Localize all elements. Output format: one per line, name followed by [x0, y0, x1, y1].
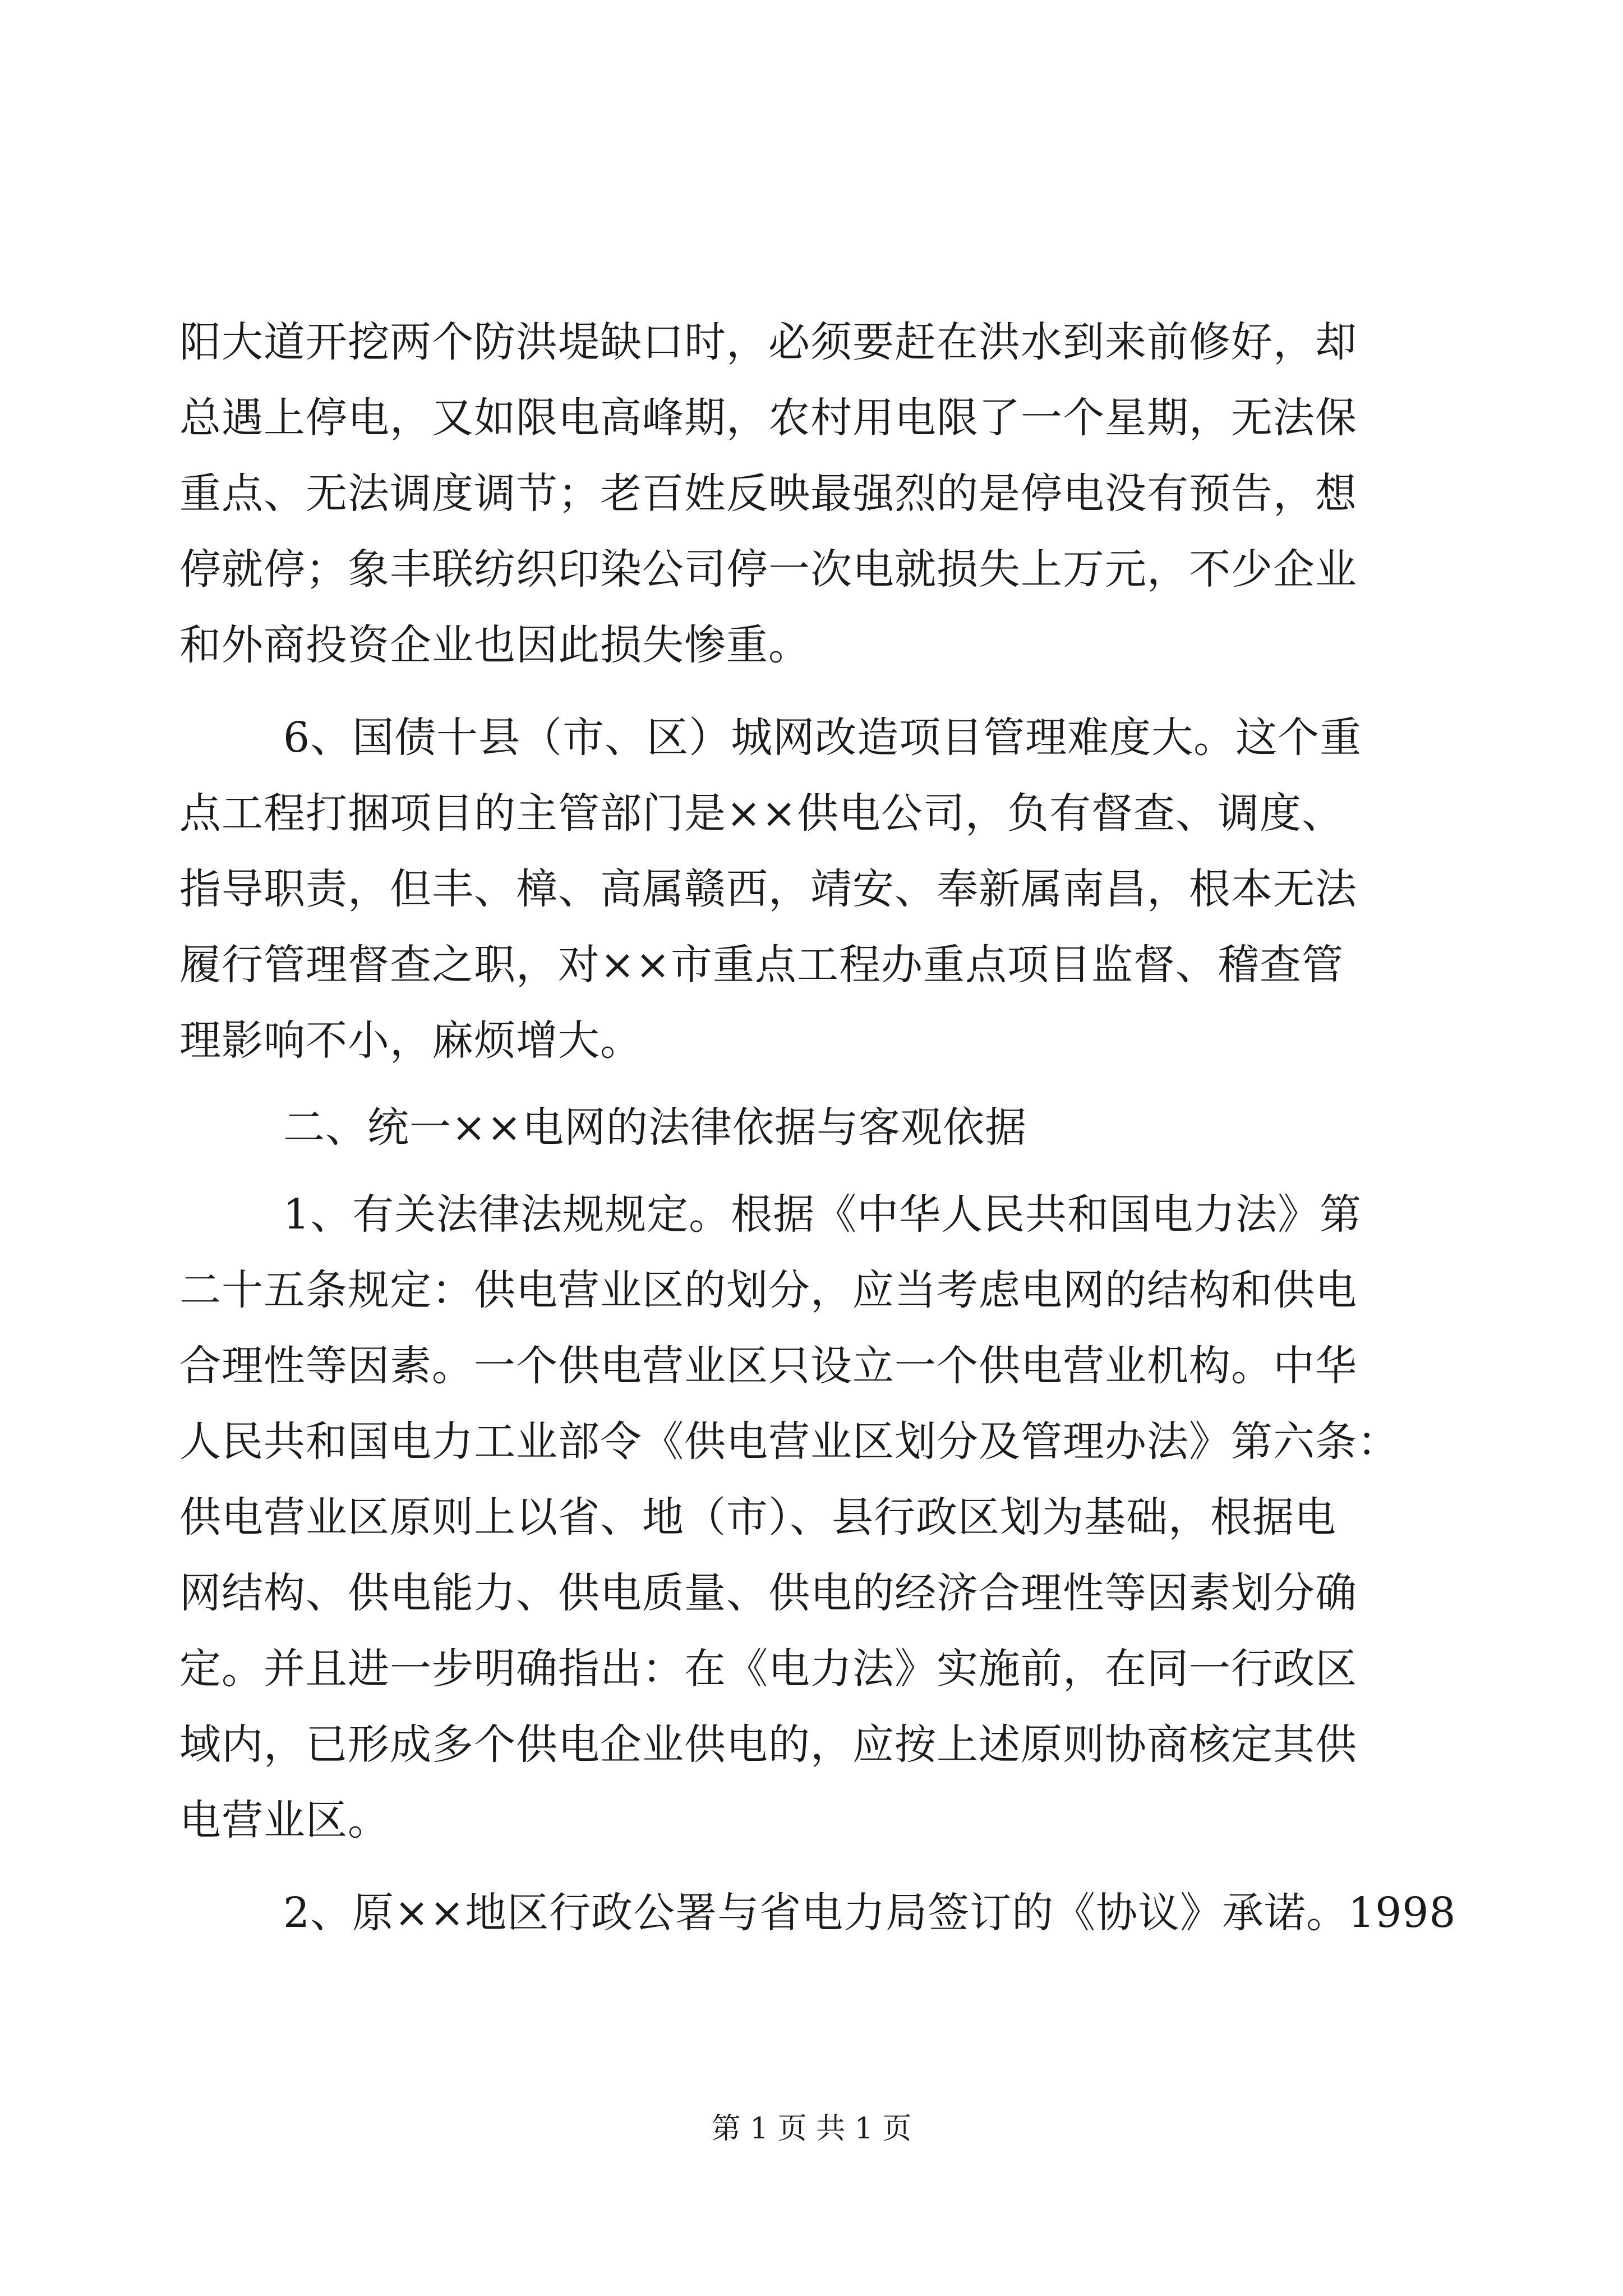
paragraph-line: 供电营业区原则上以省、地（市）、县行政区划为基础，根据电: [179, 1493, 1336, 1542]
paragraph-line: 合理性等因素。一个供电营业区只设立一个供电营业机构。中华: [179, 1342, 1357, 1390]
section-heading: 二、统一××电网的法律依据与客观依据: [283, 1103, 1027, 1152]
paragraph-line: 理影响不小，麻烦增大。: [179, 1016, 642, 1065]
page-footer: 第 1 页 共 1 页: [711, 2112, 912, 2146]
paragraph-line: 1、有关法律法规规定。根据《中华人民共和国电力法》第: [283, 1190, 1362, 1239]
paragraph-line: 定。并且进一步明确指出：在《电力法》实施前，在同一行政区: [179, 1645, 1357, 1693]
paragraph-line: 二十五条规定：供电营业区的划分，应当考虑电网的结构和供电: [179, 1266, 1357, 1314]
paragraph-line: 重点、无法调度调节；老百姓反映最强烈的是停电没有预告，想: [179, 470, 1357, 518]
paragraph-line: 2、原××地区行政公署与省电力局签订的《协议》承诺。1998: [283, 1889, 1456, 1937]
paragraph-line: 指导职责，但丰、樟、高属赣西，靖安、奉新属南昌，根本无法: [179, 865, 1357, 913]
paragraph-line: 域内，已形成多个供电企业供电的，应按上述原则协商核定其供: [179, 1720, 1357, 1769]
paragraph-line: 履行管理督查之职，对××市重点工程办重点项目监督、稽查管: [179, 941, 1344, 989]
paragraph-line: 6、国债十县（市、区）城网改造项目管理难度大。这个重: [283, 714, 1362, 762]
paragraph-line: 总遇上停电，又如限电高峰期，农村用电限了一个星期，无法保: [179, 394, 1357, 442]
paragraph-line: 点工程打捆项目的主管部门是××供电公司，负有督查、调度、: [179, 789, 1344, 838]
paragraph-line: 网结构、供电能力、供电质量、供电的经济合理性等因素划分确: [179, 1569, 1357, 1617]
paragraph-line: 阳大道开挖两个防洪堤缺口时，必须要赶在洪水到来前修好，却: [179, 318, 1357, 366]
paragraph-line: 停就停；象丰联纺织印染公司停一次电就损失上万元，不少企业: [179, 545, 1357, 593]
paragraph-line: 电营业区。: [179, 1796, 390, 1844]
paragraph-line: 人民共和国电力工业部令《供电营业区划分及管理办法》第六条：: [179, 1418, 1399, 1466]
paragraph-line: 和外商投资企业也因此损失惨重。: [179, 621, 810, 669]
